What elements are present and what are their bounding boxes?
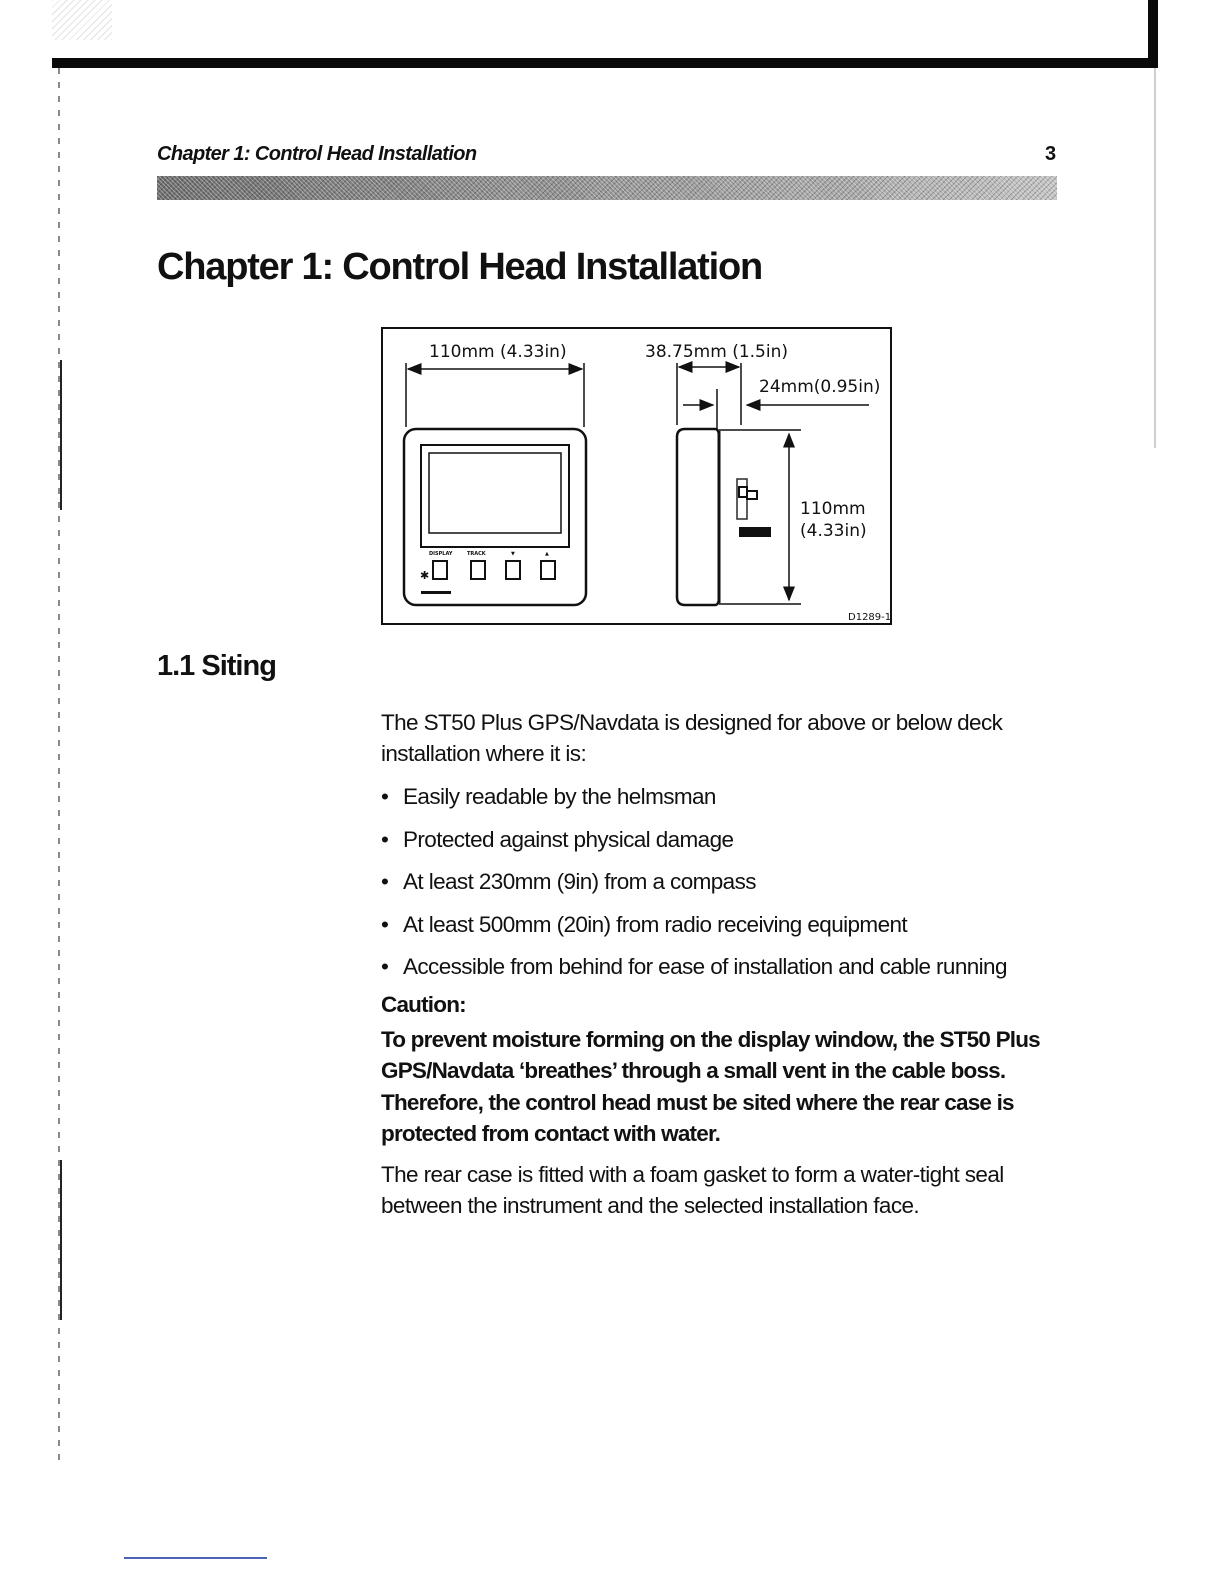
right-scan-edge bbox=[1154, 68, 1156, 448]
display-window bbox=[429, 453, 561, 533]
width-label: 110mm (4.33in) bbox=[429, 342, 567, 362]
unit-side-bezel bbox=[677, 429, 719, 605]
cable bbox=[739, 527, 771, 537]
section-heading: 1.1 Siting bbox=[157, 650, 276, 682]
page-number: 3 bbox=[1045, 143, 1057, 165]
list-item-text: Easily readable by the helmsman bbox=[403, 784, 716, 809]
top-rule bbox=[52, 58, 1156, 68]
bullet-icon: • bbox=[381, 784, 389, 809]
height-label-1: 110mm bbox=[800, 499, 866, 519]
list-item bbox=[381, 781, 1007, 824]
bullet-icon: • bbox=[381, 869, 389, 894]
caution-text: To prevent moisture forming on the display window, the ST50 Plus GPS/Navdata ‘breathes’ through a small vent in the cable boss. Therefore, the control head must be sited where the rear case is protected from contact with water. bbox=[381, 1027, 1040, 1146]
vent-fitting bbox=[747, 491, 757, 499]
header-shaded-bar bbox=[157, 176, 1057, 200]
bullet-icon: • bbox=[381, 954, 389, 979]
list-item bbox=[381, 866, 1007, 909]
depth-label: 38.75mm (1.5in) bbox=[645, 342, 788, 362]
list-item-text: At least 230mm (9in) from a compass bbox=[403, 869, 756, 894]
chapter-title: Chapter 1: Control Head Installation bbox=[157, 246, 762, 288]
device-button bbox=[541, 561, 555, 579]
device-button bbox=[471, 561, 485, 579]
button-label-up: ▲ bbox=[545, 551, 549, 557]
list-item bbox=[381, 909, 1007, 952]
top-rule-edge bbox=[1148, 0, 1158, 68]
height-label-2: (4.33in) bbox=[800, 521, 867, 541]
closing-paragraph: The rear case is fitted with a foam gasket to form a water-tight seal between the instrument and the selected installation face. bbox=[381, 1162, 1004, 1218]
figure-id: D1289-1 bbox=[848, 612, 892, 623]
dimension-diagram-svg bbox=[381, 327, 892, 625]
button-label-display: DISPLAY bbox=[429, 551, 453, 557]
rear-case bbox=[737, 479, 747, 519]
left-scan-mark bbox=[60, 1160, 62, 1320]
list-item-text: Protected against physical damage bbox=[403, 826, 734, 852]
figure-frame bbox=[382, 328, 891, 624]
button-label-track: TRACK bbox=[467, 551, 486, 557]
unit-front-bezel bbox=[404, 429, 586, 605]
dimension-diagram bbox=[381, 327, 892, 625]
left-scan-mark bbox=[60, 360, 62, 510]
flange-label: 24mm(0.95in) bbox=[759, 377, 881, 397]
device-button bbox=[433, 561, 447, 579]
footer-rule bbox=[124, 1557, 267, 1559]
brand-logo bbox=[421, 591, 451, 594]
display-frame bbox=[421, 445, 569, 547]
cable-boss bbox=[739, 487, 747, 497]
list-item-text: Accessible from behind for ease of installation and cable running bbox=[403, 954, 1007, 979]
button-label-down: ▼ bbox=[511, 551, 515, 557]
scan-smudge bbox=[52, 0, 112, 40]
list-item bbox=[381, 824, 1007, 867]
siting-requirements-list bbox=[381, 781, 1007, 994]
caution-title: Caution: bbox=[381, 992, 466, 1017]
list-item bbox=[381, 951, 1007, 994]
list-item-text: At least 500mm (20in) from radio receiving equipment bbox=[403, 911, 908, 937]
bullet-icon: • bbox=[381, 826, 389, 852]
intro-paragraph: The ST50 Plus GPS/Navdata is designed for above or below deck installation where it is: bbox=[381, 710, 1003, 766]
bullet-icon: • bbox=[381, 911, 389, 937]
running-head: Chapter 1: Control Head Installation bbox=[157, 143, 477, 165]
device-button bbox=[506, 561, 520, 579]
lamp-icon: ✱ bbox=[420, 569, 430, 582]
